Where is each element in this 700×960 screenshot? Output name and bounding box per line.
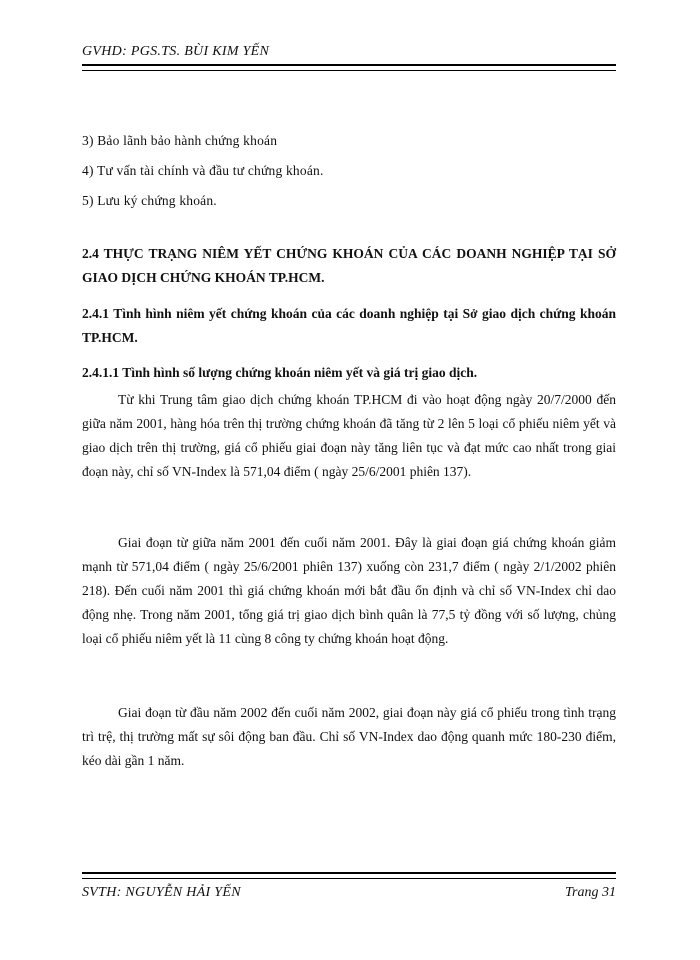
list-item: 3) Bảo lãnh bảo hành chứng khoán [82, 133, 278, 148]
subsection-heading: 2.4.1 Tình hình niêm yết chứng khoán của các doanh nghiệp tại Sở giao dịch chứng khoán TP.HCM. [82, 306, 616, 345]
footer-rule [82, 872, 616, 879]
body-paragraph: Giai đoạn từ đầu năm 2002 đến cuối năm 2002, giai đoạn này giá cổ phiếu trong tình trạng trì trệ, thị trường mất sự sôi động ban đầu. Chỉ số VN-Index dao động quanh mức 180-230 điểm, kéo dài gần 1 năm. [82, 705, 616, 768]
body-paragraph: Từ khi Trung tâm giao dịch chứng khoán TP.HCM đi vào hoạt động ngày 20/7/2000 đến giữa năm 2001, hàng hóa trên thị trường chứng khoán đã tăng từ 2 lên 5 loại cổ phiếu niêm yết và giao dịch trên thị trường, giá cổ phiếu giai đoạn này tăng liên tục và đạt mức cao nhất trong giai đoạn này, chỉ số VN-Index là 571,04 điểm ( ngày 25/6/2001 phiên 137). [82, 392, 616, 479]
body-paragraph: Giai đoạn từ giữa năm 2001 đến cuối năm 2001. Đây là giai đoạn giá chứng khoán giảm mạnh từ 571,04 điểm ( ngày 25/6/2001 phiên 137) xuống còn 231,7 điểm ( ngày 2/1/2002 phiên 218). Đến cuối năm 2001 thì giá chứng khoán mới bắt đầu ổn định và chỉ số VN-Index chỉ dao động nhẹ. Trong năm 2001, tổng giá trị giao dịch bình quân là 77,5 tỷ đồng với số lượng, chủng loại cổ phiếu niêm yết là 11 cùng 8 công ty chứng khoán hoạt động. [82, 535, 616, 646]
header-rule [82, 64, 616, 71]
page-header-advisor: GVHD: PGS.TS. BÙI KIM YẾN [82, 44, 270, 59]
list-item: 4) Tư vấn tài chính và đầu tư chứng khoán. [82, 163, 324, 178]
list-item: 5) Lưu ký chứng khoán. [82, 193, 217, 208]
section-heading: 2.4 THỰC TRẠNG NIÊM YẾT CHỨNG KHOÁN CỦA CÁC DOANH NGHIỆP TẠI SỞ GIAO DỊCH CHỨNG KHOÁN TP.HCM. [82, 246, 616, 285]
page-number: Trang 31 [565, 885, 616, 900]
footer-student: SVTH: NGUYỄN HẢI YẾN [82, 885, 241, 900]
subsubsection-heading: 2.4.1.1 Tình hình số lượng chứng khoán niêm yết và giá trị giao dịch. [82, 365, 478, 380]
